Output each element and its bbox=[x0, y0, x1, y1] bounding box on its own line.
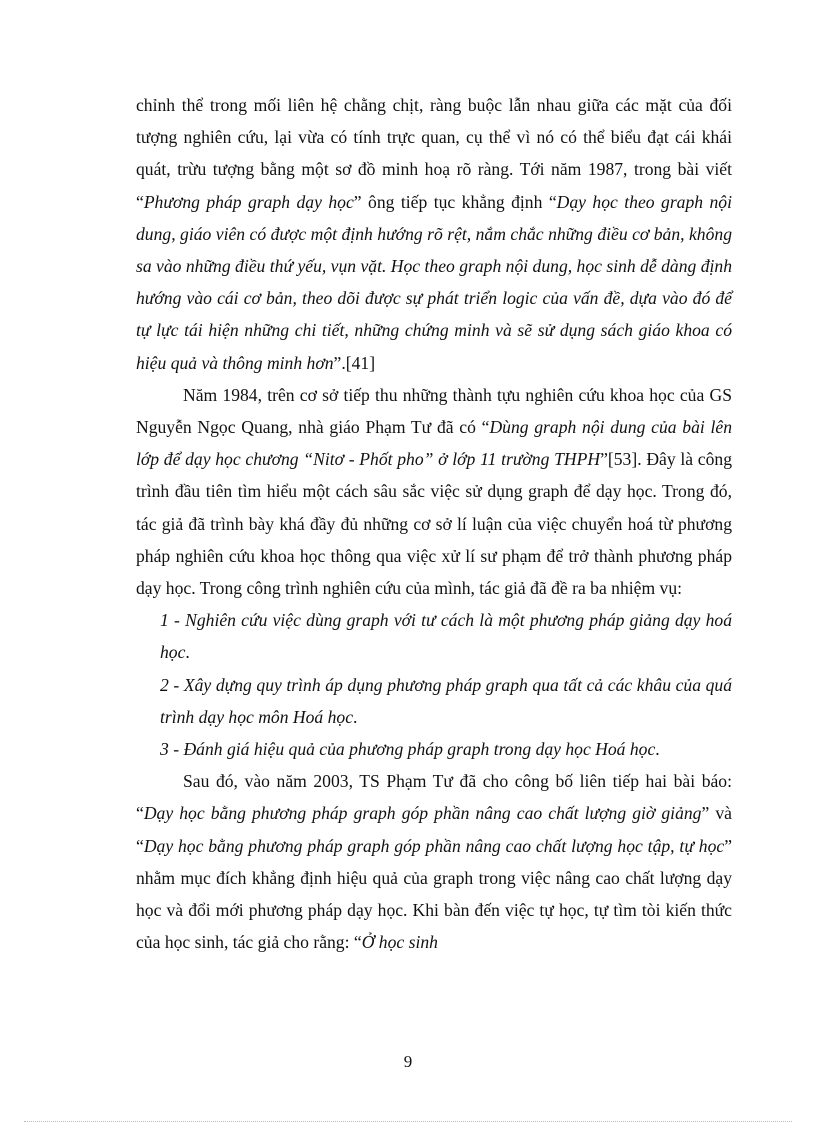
text-span: Sau đó, vào năm 2003, TS Phạm Tư đã cho công bố liên tiếp hai bài báo: “ bbox=[136, 771, 732, 824]
text-span: . bbox=[655, 739, 660, 760]
text-span: ” ông tiếp tục khẳng định “ bbox=[353, 191, 557, 212]
italic-text-span: Dạy học theo graph nội dung, giáo viên có được một định hướng rõ rệt, nắm chắc những điều cơ bản, không sa vào những điều thứ yếu, vụn vặt. Học theo graph nội dung, học sinh dễ dàng định hướng vào cái cơ bản, theo dõi được sự phát triển logic của vấn đề, dựa vào đó để tự lực tái hiện những chi tiết, những chứng minh và sẽ sử dụng sách giáo khoa có hiệu quả và thông minh hơn bbox=[136, 191, 732, 373]
body-text bbox=[136, 89, 732, 958]
italic-text-span: 3 - Đánh giá hiệu quả của phương pháp graph trong dạy học Hoá học bbox=[160, 739, 656, 760]
paragraph-1 bbox=[136, 89, 732, 379]
text-span: ” và “ bbox=[136, 803, 732, 856]
list-item-1 bbox=[136, 604, 732, 668]
italic-text-span: Phương pháp graph dạy học bbox=[143, 191, 354, 212]
text-span: . bbox=[353, 706, 358, 727]
text-span: ”[53]. Đây là công trình đầu tiên tìm hiểu một cách sâu sắc việc sử dụng graph để dạy học. Trong đó, tác giả đã trình bày khá đầy đủ những cơ sở lí luận của việc chuyển hoá từ phương pháp nghiên cứu khoa học thông qua việc xử lí sư phạm để trở thành phương pháp dạy học. Trong công trình nghiên cứu của mình, tác giả đã đề ra ba nhiệm vụ: bbox=[136, 449, 732, 599]
paragraph-2 bbox=[136, 379, 732, 604]
text-span: ”.[41] bbox=[333, 352, 376, 373]
italic-text-span: Dạy học bằng phương pháp graph góp phần nâng cao chất lượng học tập, tự học bbox=[143, 835, 725, 856]
paragraph-3 bbox=[136, 765, 732, 958]
italic-text-span: Dạy học bằng phương pháp graph góp phần nâng cao chất lượng giờ giảng bbox=[143, 803, 702, 824]
text-span: chỉnh thể trong mối liên hệ chằng chịt, ràng buộc lẫn nhau giữa các mặt của đối tượng nghiên cứu, lại vừa có tính trực quan, cụ thể vì nó có thể biểu đạt cái khái quát, trừu tượng bằng một sơ đồ minh hoạ rõ ràng. Tới năm 1987, trong bài viết “ bbox=[136, 95, 732, 212]
text-span: ” nhằm mục đích khẳng định hiệu quả của graph trong việc nâng cao chất lượng dạy học và đổi mới phương pháp dạy học. Khi bàn đến việc tự học, tự tìm tòi kiến thức của học sinh, tác giả cho rằng: “ bbox=[136, 835, 732, 953]
italic-text-span: 1 - Nghiên cứu việc dùng graph với tư cách là một phương pháp giảng dạy hoá học bbox=[160, 610, 732, 663]
list-item-2 bbox=[136, 669, 732, 733]
italic-text-span: 2 - Xây dựng quy trình áp dụng phương pháp graph qua tất cả các khâu của quá trình dạy học môn Hoá học bbox=[160, 674, 732, 727]
text-span: . bbox=[185, 642, 190, 663]
page-number: 9 bbox=[403, 1052, 413, 1071]
italic-text-span: Dùng graph nội dung của bài lên lớp để dạy học chương “Nitơ - Phốt pho” ở lớp 11 trường THPH bbox=[136, 417, 732, 470]
italic-text-span: Ở học sinh bbox=[361, 932, 438, 953]
list-item-3 bbox=[136, 733, 732, 765]
text-span: Năm 1984, trên cơ sở tiếp thu những thành tựu nghiên cứu khoa học của GS Nguyễn Ngọc Quang, nhà giáo Phạm Tư đã có “ bbox=[136, 384, 732, 438]
page-bottom-divider bbox=[24, 1121, 792, 1122]
